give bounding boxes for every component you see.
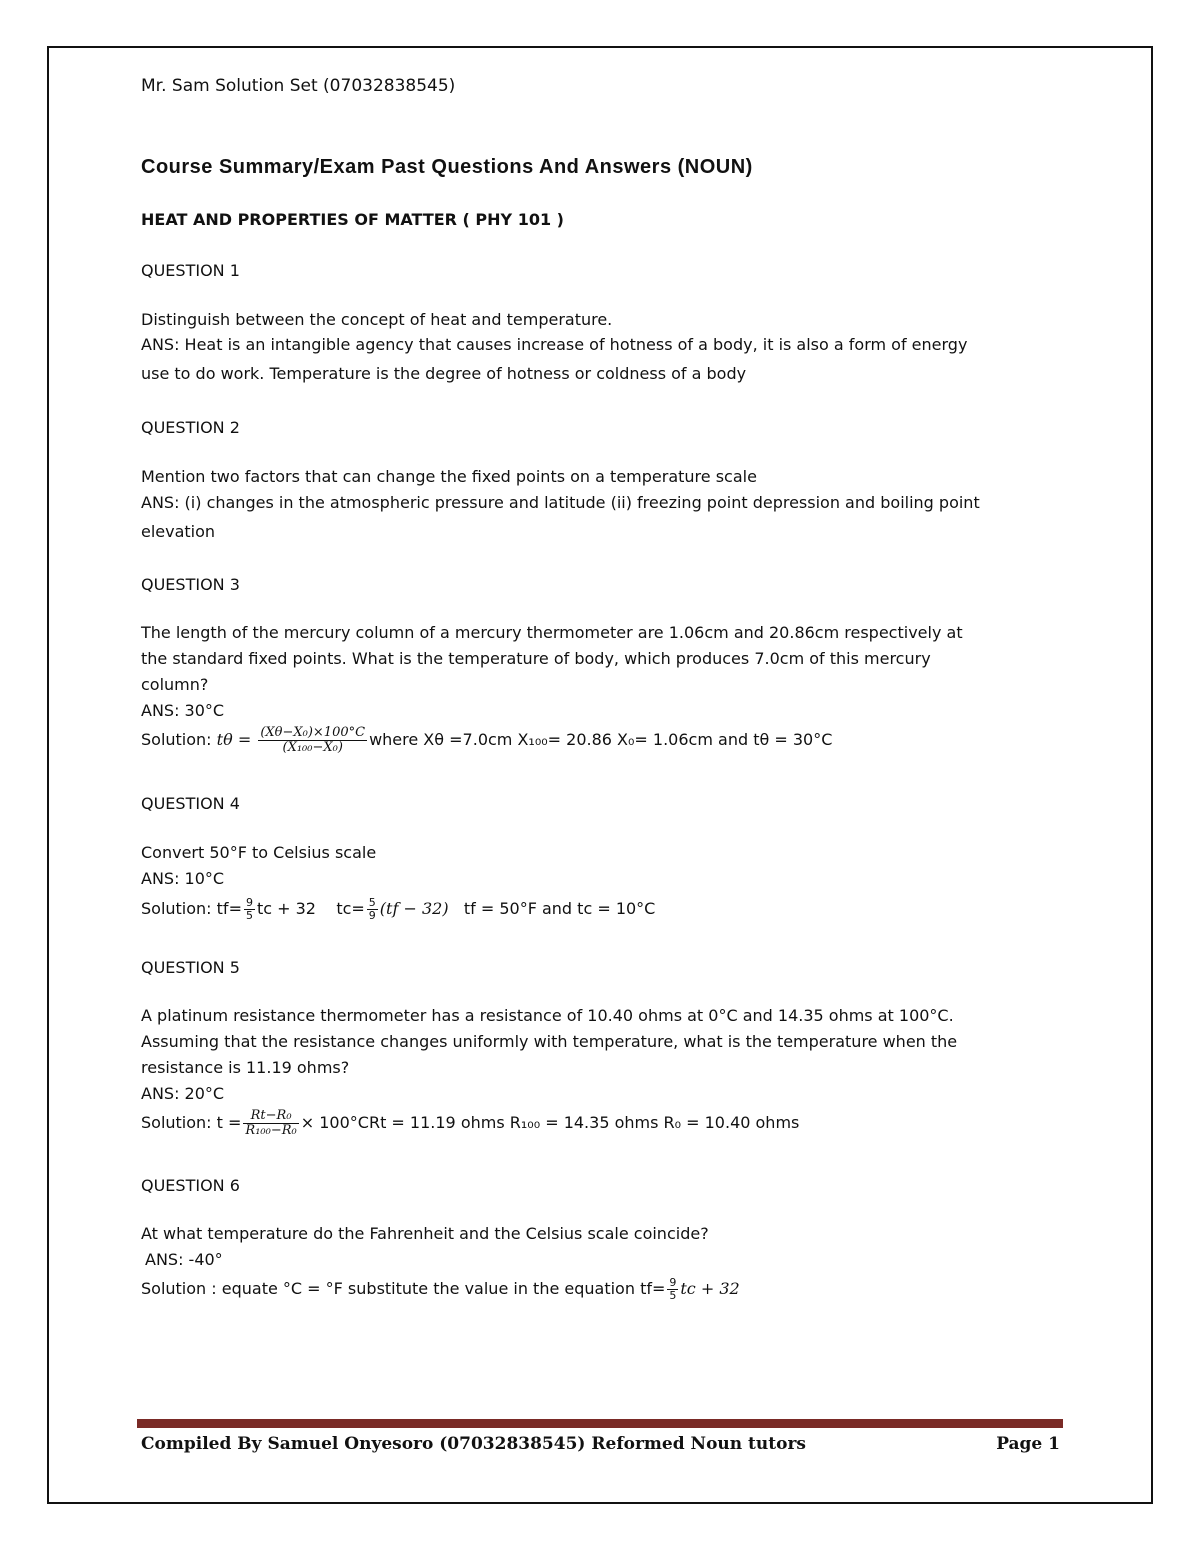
document-title: Course Summary/Exam Past Questions And Answers (NOUN)	[141, 156, 753, 178]
fraction: $\frac{\text{(Xθ−X₀)×100°C}}{\text{(X₁₀₀−X₀)}}$	[260, 725, 366, 755]
question-text: column?	[141, 675, 209, 694]
answer-text: ANS: 10°C	[141, 869, 225, 888]
footer-divider	[137, 1419, 1063, 1428]
solution-formula: Solution : equate °C = °F substitute the value in the equation tf= $\frac{9}{5}$ tc + 32	[141, 1276, 740, 1302]
fraction: $\frac{9}{5}$	[669, 1276, 677, 1302]
question-1-heading: QUESTION 1	[141, 261, 240, 280]
answer-text: elevation	[141, 522, 216, 541]
question-text: resistance is 11.19 ohms?	[141, 1058, 350, 1077]
question-text: A platinum resistance thermometer has a resistance of 10.40 ohms at 0°C and 14.35 ohms at 100°C.	[141, 1006, 954, 1025]
answer-text: use to do work. Temperature is the degree of hotness or coldness of a body	[141, 364, 747, 383]
answer-text: ANS: (i) changes in the atmospheric pressure and latitude (ii) freezing point depression and boiling point	[141, 493, 980, 512]
answer-text: ANS: Heat is an intangible agency that causes increase of hotness of a body, it is also a form of energy	[141, 335, 968, 354]
question-text: the standard fixed points. What is the temperature of body, which produces 7.0cm of this mercury	[141, 649, 931, 668]
question-text: Assuming that the resistance changes uniformly with temperature, what is the temperature when the	[141, 1032, 958, 1051]
question-6-body	[141, 1221, 1066, 1302]
question-5-heading: QUESTION 5	[141, 958, 240, 977]
question-3-heading: QUESTION 3	[141, 575, 240, 594]
question-text: Mention two factors that can change the fixed points on a temperature scale	[141, 467, 757, 486]
question-1-body	[141, 306, 1066, 387]
answer-text: ANS: 20°C	[141, 1084, 225, 1103]
solution-formula: Solution: tθ = $\frac{\text{(Xθ−X₀)×100°C}}{\text{(X₁₀₀−X₀)}}$ where Xθ =7.0cm X₁₀₀= 20.86 X₀= 1.06cm and tθ = 30°C	[141, 725, 833, 755]
question-3-body	[141, 620, 1066, 755]
course-title: HEAT AND PROPERTIES OF MATTER ( PHY 101 )	[141, 210, 564, 229]
question-4-body	[141, 840, 1066, 922]
answer-text: ANS: -40°	[145, 1250, 223, 1269]
question-text: At what temperature do the Fahrenheit and the Celsius scale coincide?	[141, 1224, 709, 1243]
solution-formula: Solution: t = $\frac{\text{Rt−R₀}}{\text{R₁₀₀−R₀}}$ × 100°CRt = 11.19 ohms R₁₀₀ = 14.35 ohms R₀ = 10.40 ohms	[141, 1108, 800, 1138]
fraction: $\frac{\text{Rt−R₀}}{\text{R₁₀₀−R₀}}$	[245, 1108, 297, 1138]
question-text: Convert 50°F to Celsius scale	[141, 843, 377, 862]
question-text: The length of the mercury column of a mercury thermometer are 1.06cm and 20.86cm respectively at	[141, 623, 963, 642]
fraction: $\frac{5}{9}$	[368, 896, 376, 922]
solution-formula: Solution: tf= $\frac{9}{5}$ tc + 32 tc= $\frac{5}{9}$ (tf − 32) tf = 50°F and tc = 10°C	[141, 896, 656, 922]
page-number: Page 1	[996, 1434, 1060, 1454]
answer-text: ANS: 30°C	[141, 701, 225, 720]
page-header: Mr. Sam Solution Set (07032838545)	[141, 76, 456, 96]
question-text: Distinguish between the concept of heat and temperature.	[141, 310, 613, 329]
fraction: $\frac{9}{5}$	[245, 896, 253, 922]
question-2-heading: QUESTION 2	[141, 418, 240, 437]
question-5-body	[141, 1003, 1066, 1138]
footer-compiled-by: Compiled By Samuel Onyesoro (07032838545) Reformed Noun tutors	[141, 1434, 806, 1454]
question-2-body	[141, 463, 1066, 545]
question-6-heading: QUESTION 6	[141, 1176, 240, 1195]
question-4-heading: QUESTION 4	[141, 794, 240, 813]
